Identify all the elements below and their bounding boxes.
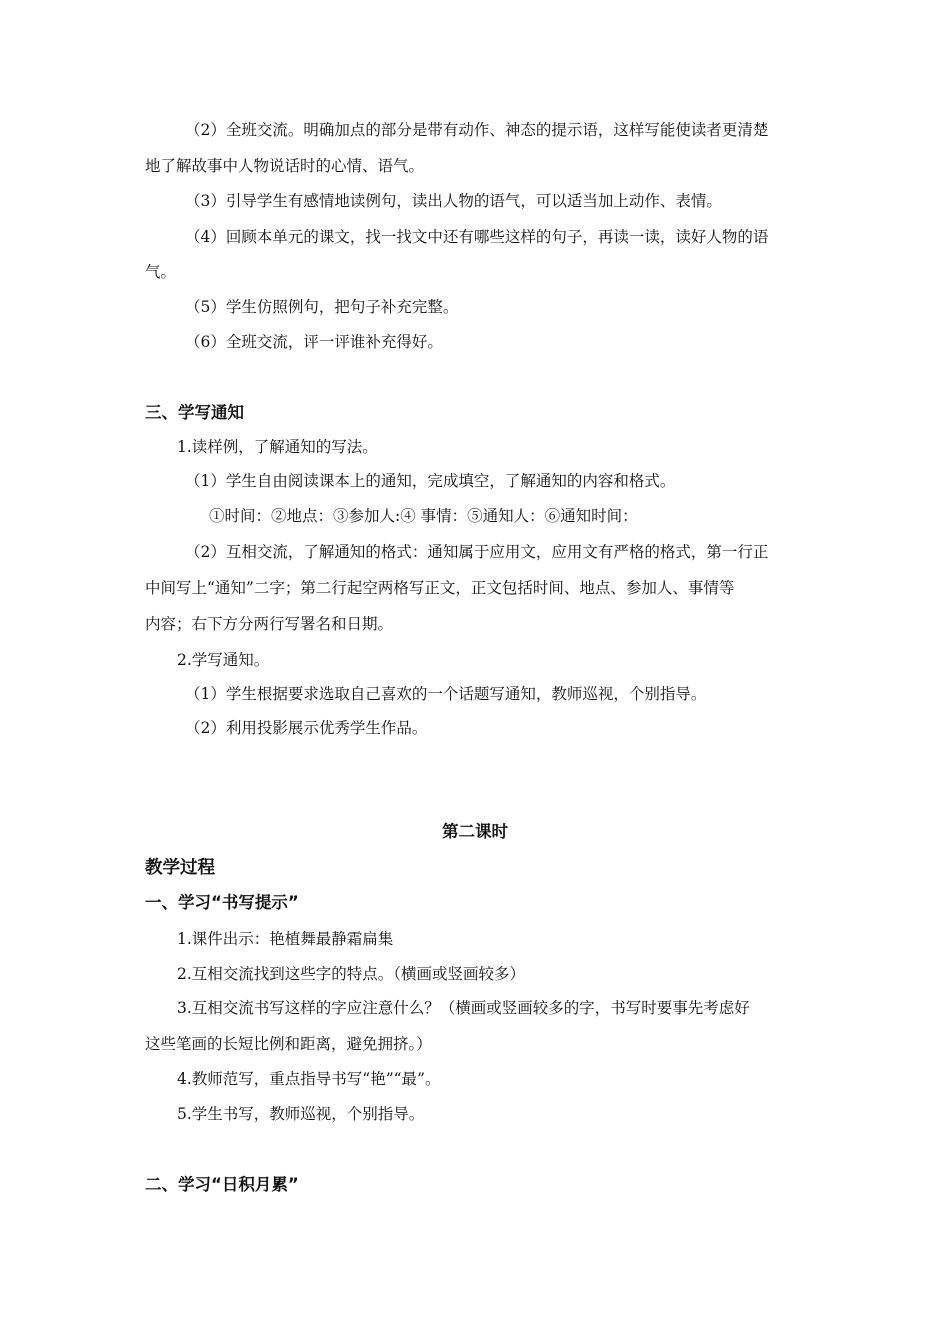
paragraph-line: 2.互相交流找到这些字的特点。（横画或竖画较多）	[177, 965, 526, 983]
paragraph-line: （3）引导学生有感情地读例句，读出人物的语气，可以适当加上动作、表情。	[185, 192, 722, 210]
paragraph-line: （6）全班交流，评一评谁补充得好。	[185, 333, 443, 351]
paragraph-line: 4.教师范写，重点指导书写“艳”“最”。	[177, 1070, 441, 1088]
paragraph-line: 地了解故事中人物说话时的心情、语气。	[145, 157, 425, 175]
paragraph-line: 内容；右下方分两行写署名和日期。	[145, 615, 394, 633]
section-heading: 一、学习“书写提示”	[145, 893, 299, 912]
section-heading: 教学过程	[145, 858, 215, 878]
paragraph-line: （4）回顾本单元的课文，找一找文中还有哪些这样的句子，再读一读，读好人物的语	[185, 228, 769, 246]
paragraph-line: （1）学生自由阅读课本上的通知，完成填空，了解通知的内容和格式。	[185, 472, 676, 490]
paragraph-line: 气。	[145, 263, 177, 281]
paragraph-line: （2）全班交流。明确加点的部分是带有动作、神态的提示语，这样写能使读者更清楚	[185, 121, 769, 139]
paragraph-line: （2）利用投影展示优秀学生作品。	[185, 719, 428, 737]
paragraph-line: 3.互相交流书写这样的字应注意什么？（横画或竖画较多的字，书写时要事先考虑好	[177, 999, 750, 1017]
paragraph-line: ①时间：②地点：③参加人:④ 事情：⑤通知人：⑥通知时间：	[209, 507, 638, 525]
paragraph-line: （1）学生根据要求选取自己喜欢的一个话题写通知，教师巡视，个别指导。	[185, 685, 707, 703]
section-heading: 三、学写通知	[145, 403, 244, 422]
paragraph-line: 中间写上“通知”二字；第二行起空两格写正文，正文包括时间、地点、参加人、事情等	[145, 579, 735, 597]
section-heading: 二、学习“日积月累”	[145, 1175, 299, 1194]
paragraph-line: 5.学生书写，教师巡视，个别指导。	[177, 1105, 425, 1123]
paragraph-line: 1.读样例，了解通知的写法。	[177, 438, 378, 456]
lesson-title: 第二课时	[442, 822, 508, 841]
paragraph-line: 2.学写通知。	[177, 651, 270, 669]
paragraph-line: （2）互相交流，了解通知的格式：通知属于应用文，应用文有严格的格式，第一行正	[185, 543, 769, 561]
paragraph-line: 这些笔画的长短比例和距离，避免拥挤。）	[145, 1035, 432, 1053]
paragraph-line: （5）学生仿照例句，把句子补充完整。	[185, 298, 459, 316]
paragraph-line: 1.课件出示：艳植舞最静霜扁集	[177, 930, 394, 948]
